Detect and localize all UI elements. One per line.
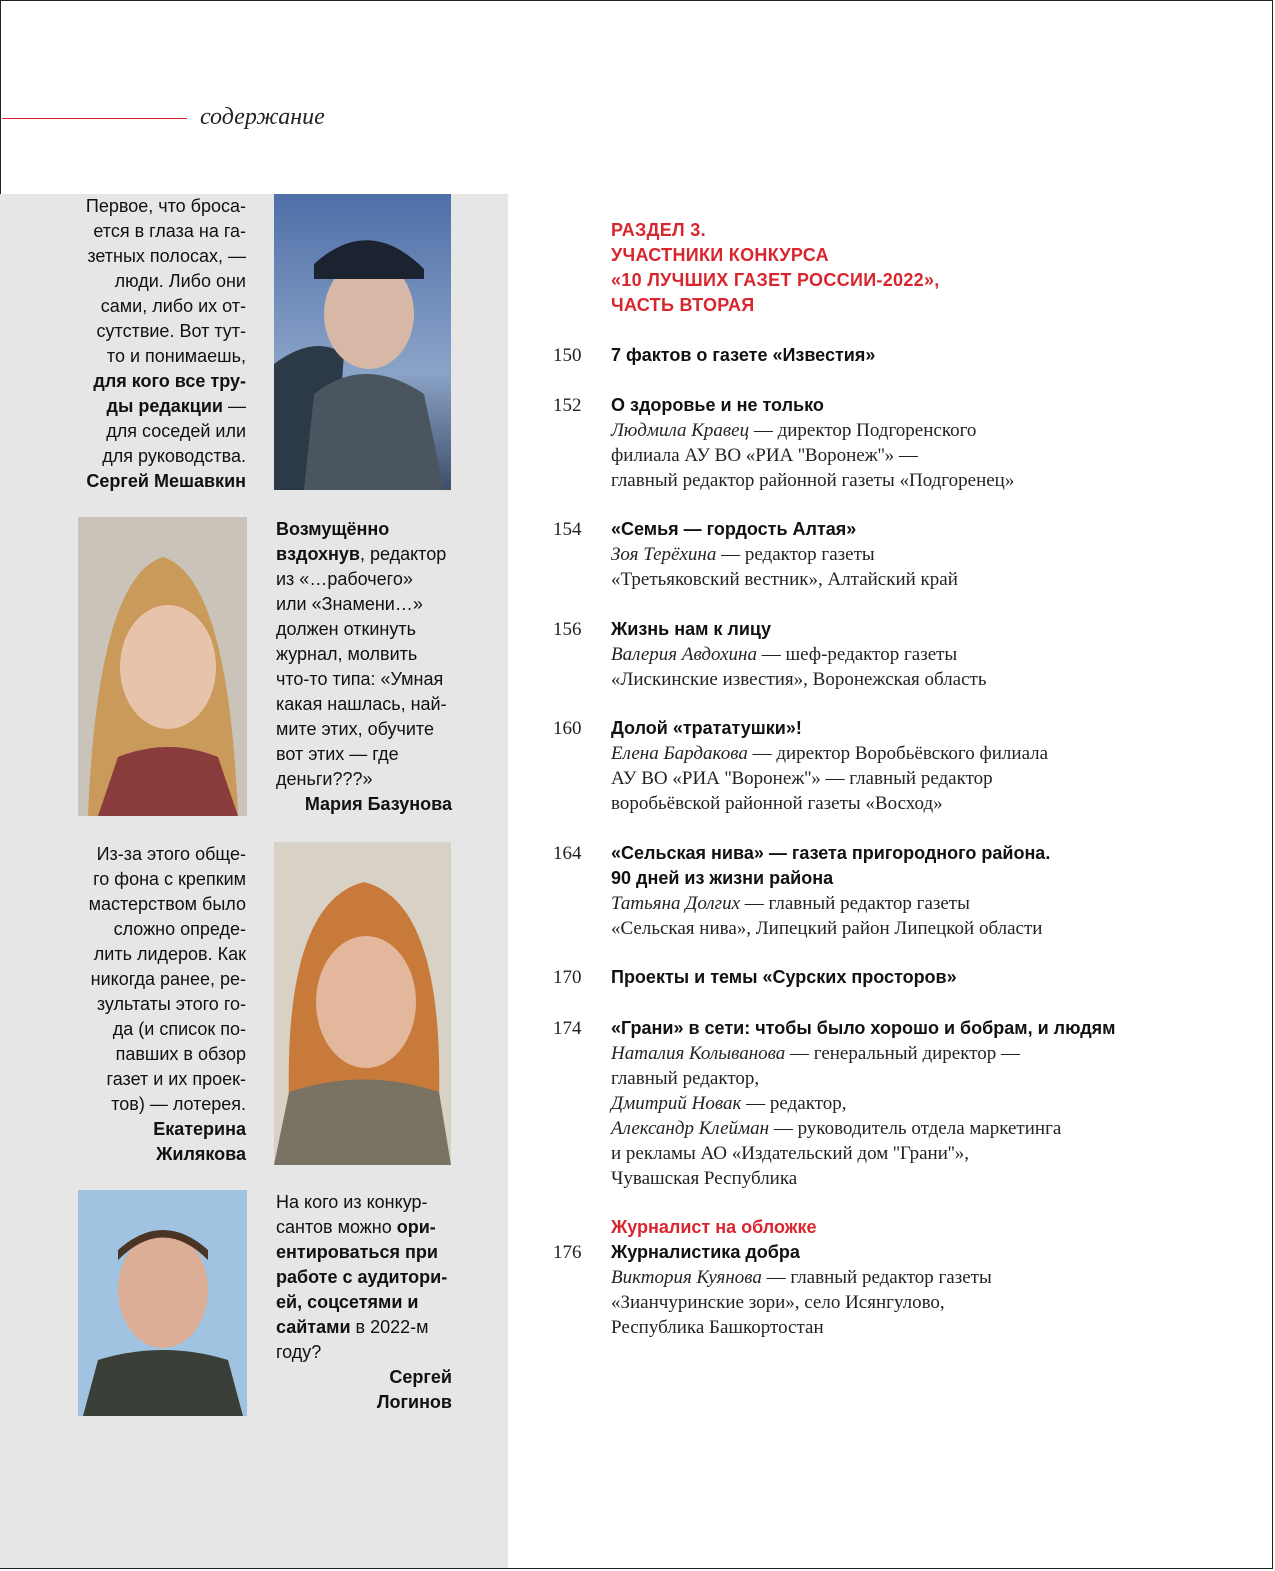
author-role: — генеральный директор —: [785, 1043, 1021, 1064]
toc-title[interactable]: Проекты и темы «Сурских просторов»: [611, 967, 957, 987]
toc-page-number: 164: [553, 843, 582, 864]
author-role: — редактор газеты: [716, 544, 875, 565]
toc-page-number: 176: [553, 1242, 582, 1263]
author-role: филиала АУ ВО «РИА ''Воронеж''» —: [611, 445, 918, 466]
author-role: Чувашская Республика: [611, 1168, 798, 1189]
toc-description-line: [611, 418, 1253, 443]
toc-description-line: [611, 1265, 1253, 1290]
author-role: «Сельская нива», Липецкий район Липецкой области: [611, 918, 1043, 939]
author-role: — шеф-редактор газеты: [756, 644, 958, 665]
author-name: Зоя Терёхина: [611, 544, 717, 565]
toc-description-line: [611, 642, 1253, 667]
toc-page-number: 154: [553, 519, 582, 540]
author-name: Валерия Авдохина: [611, 644, 757, 665]
quote-2-author: Мария Базунова: [304, 794, 452, 814]
toc-description-line: [611, 916, 1253, 941]
section-label: содержание: [200, 104, 325, 130]
toc-entry[interactable]: [553, 393, 1253, 493]
toc-kicker: Журналист на обложке: [611, 1217, 817, 1237]
toc-section-heading: РАЗДЕЛ 3. УЧАСТНИКИ КОНКУРСА «10 ЛУЧШИХ ГАЗЕТ РОССИИ-2022», ЧАСТЬ ВТОРАЯ: [611, 220, 940, 315]
toc-page-number: 150: [553, 345, 582, 366]
toc-description-line: [611, 1066, 1253, 1091]
toc-description-line: [611, 542, 1253, 567]
toc-title[interactable]: О здоровье и не только: [611, 395, 824, 415]
author-role: и рекламы АО «Издательский дом ''Грани''»,: [611, 1143, 969, 1164]
toc-entry[interactable]: [553, 1016, 1253, 1191]
photo-ekaterina-zhilyakova: [274, 842, 451, 1165]
toc-entry[interactable]: [553, 517, 1253, 592]
author-name: Дмитрий Новак: [611, 1093, 742, 1114]
author-role: главный редактор районной газеты «Подгоренец»: [611, 470, 1015, 491]
author-name: Александр Клейман: [611, 1118, 770, 1139]
toc-description-line: [611, 667, 1253, 692]
toc-description-line: [611, 766, 1253, 791]
quote-4: На кого из конкур- сантов можно ори- ентироваться при работе с аудитори- ей, соцсетями и сайтами в 2022-м году? Сергей Логинов: [276, 1190, 452, 1415]
author-role: «Третьяковский вестник», Алтайский край: [611, 569, 958, 590]
quote-1-author: Сергей Мешавкин: [86, 471, 246, 491]
toc-description-line: [611, 1166, 1253, 1191]
toc-description-line: [611, 567, 1253, 592]
toc-title[interactable]: Журналистика добра: [611, 1242, 800, 1262]
toc-title[interactable]: Жизнь нам к лицу: [611, 619, 772, 639]
author-role: — руководитель отдела маркетинга: [769, 1118, 1062, 1139]
toc-description-line: [611, 891, 1253, 916]
author-name: Татьяна Долгих: [611, 893, 741, 914]
toc-title[interactable]: «Семья — гордость Алтая»: [611, 519, 857, 539]
author-name: Наталия Колыванова: [611, 1043, 786, 1064]
toc-title[interactable]: 7 фактов о газете «Известия»: [611, 345, 876, 365]
author-role: «Зианчуринские зори», село Исянгулово,: [611, 1292, 945, 1313]
toc-page-number: 156: [553, 619, 582, 640]
toc-description-line: [611, 1116, 1253, 1141]
quote-3: Из-за этого обще- го фона с крепким мастерством было сложно опреде- лить лидеров. Как никогда ранее, ре- зультаты этого го- да (и список по- павших в обзор газет и их проек- тов) — лотерея. Екатерина Жилякова: [60, 842, 246, 1167]
toc-page-number: 174: [553, 1018, 582, 1039]
author-role: — главный редактор газеты: [740, 893, 970, 914]
author-role: — редактор,: [741, 1093, 847, 1114]
toc-entry[interactable]: [553, 716, 1253, 816]
author-role: — директор Воробьёвского филиала: [747, 743, 1049, 764]
toc-entry[interactable]: [553, 343, 1253, 368]
author-role: — директор Подгоренского: [749, 420, 977, 441]
author-name: Людмила Кравец: [611, 420, 750, 441]
toc-page-number: 170: [553, 967, 582, 988]
photo-maria-bazunova: [78, 517, 247, 816]
toc-description-line: [611, 1041, 1253, 1066]
quote-2: Возмущённо вздохнув, редактор из «…рабочего» или «Знамени…» должен откинуть журнал, молвить что-то типа: «Умная какая нашлась, най- мите этих, обучите вот этих — где деньги???» Мария Базунова: [276, 517, 452, 817]
author-role: — главный редактор газеты: [761, 1267, 992, 1288]
toc-page-number: 160: [553, 718, 582, 739]
toc-description-line: [611, 741, 1253, 766]
toc-description-line: [611, 1091, 1253, 1116]
toc-description-line: [611, 791, 1253, 816]
toc-entry[interactable]: [553, 841, 1253, 941]
toc-title[interactable]: «Грани» в сети: чтобы было хорошо и бобрам, и людям: [611, 1018, 1116, 1038]
author-name: Елена Бардакова: [611, 743, 748, 764]
toc-title[interactable]: Долой «трататушки»!: [611, 718, 802, 738]
quote-3-author: Екатерина Жилякова: [153, 1119, 246, 1164]
author-role: Республика Башкортостан: [611, 1317, 824, 1338]
toc-page-number: 152: [553, 395, 582, 416]
toc-description-line: [611, 468, 1253, 493]
author-name: Виктория Куянова: [611, 1267, 762, 1288]
quote-1: Первое, что броса- ется в глаза на га- зетных полосах, — люди. Либо они сами, либо их от- сутствие. Вот тут- то и понимаешь, для кого все тру- ды редакции — для соседей или для руководства. Сергей Мешавкин: [60, 194, 246, 494]
author-role: «Лискинские известия», Воронежская область: [611, 669, 987, 690]
toc-description-line: [611, 1315, 1253, 1340]
author-role: воробьёвской районной газеты «Восход»: [611, 793, 943, 814]
toc-entry[interactable]: [553, 617, 1253, 692]
quote-4-author: Сергей Логинов: [376, 1367, 452, 1412]
toc-description-line: [611, 1141, 1253, 1166]
author-role: АУ ВО «РИА ''Воронеж''» — главный редактор: [611, 768, 993, 789]
toc-entry[interactable]: [553, 1215, 1253, 1340]
toc-entry[interactable]: [553, 965, 1253, 990]
header-rule: [2, 118, 187, 119]
photo-sergey-loginov: [78, 1190, 247, 1416]
author-role: главный редактор,: [611, 1068, 760, 1089]
toc-description-line: [611, 443, 1253, 468]
toc-description-line: [611, 1290, 1253, 1315]
toc-title[interactable]: «Сельская нива» — газета пригородного района. 90 дней из жизни района: [611, 843, 1051, 888]
photo-sergey-meshavkin: [274, 194, 451, 490]
